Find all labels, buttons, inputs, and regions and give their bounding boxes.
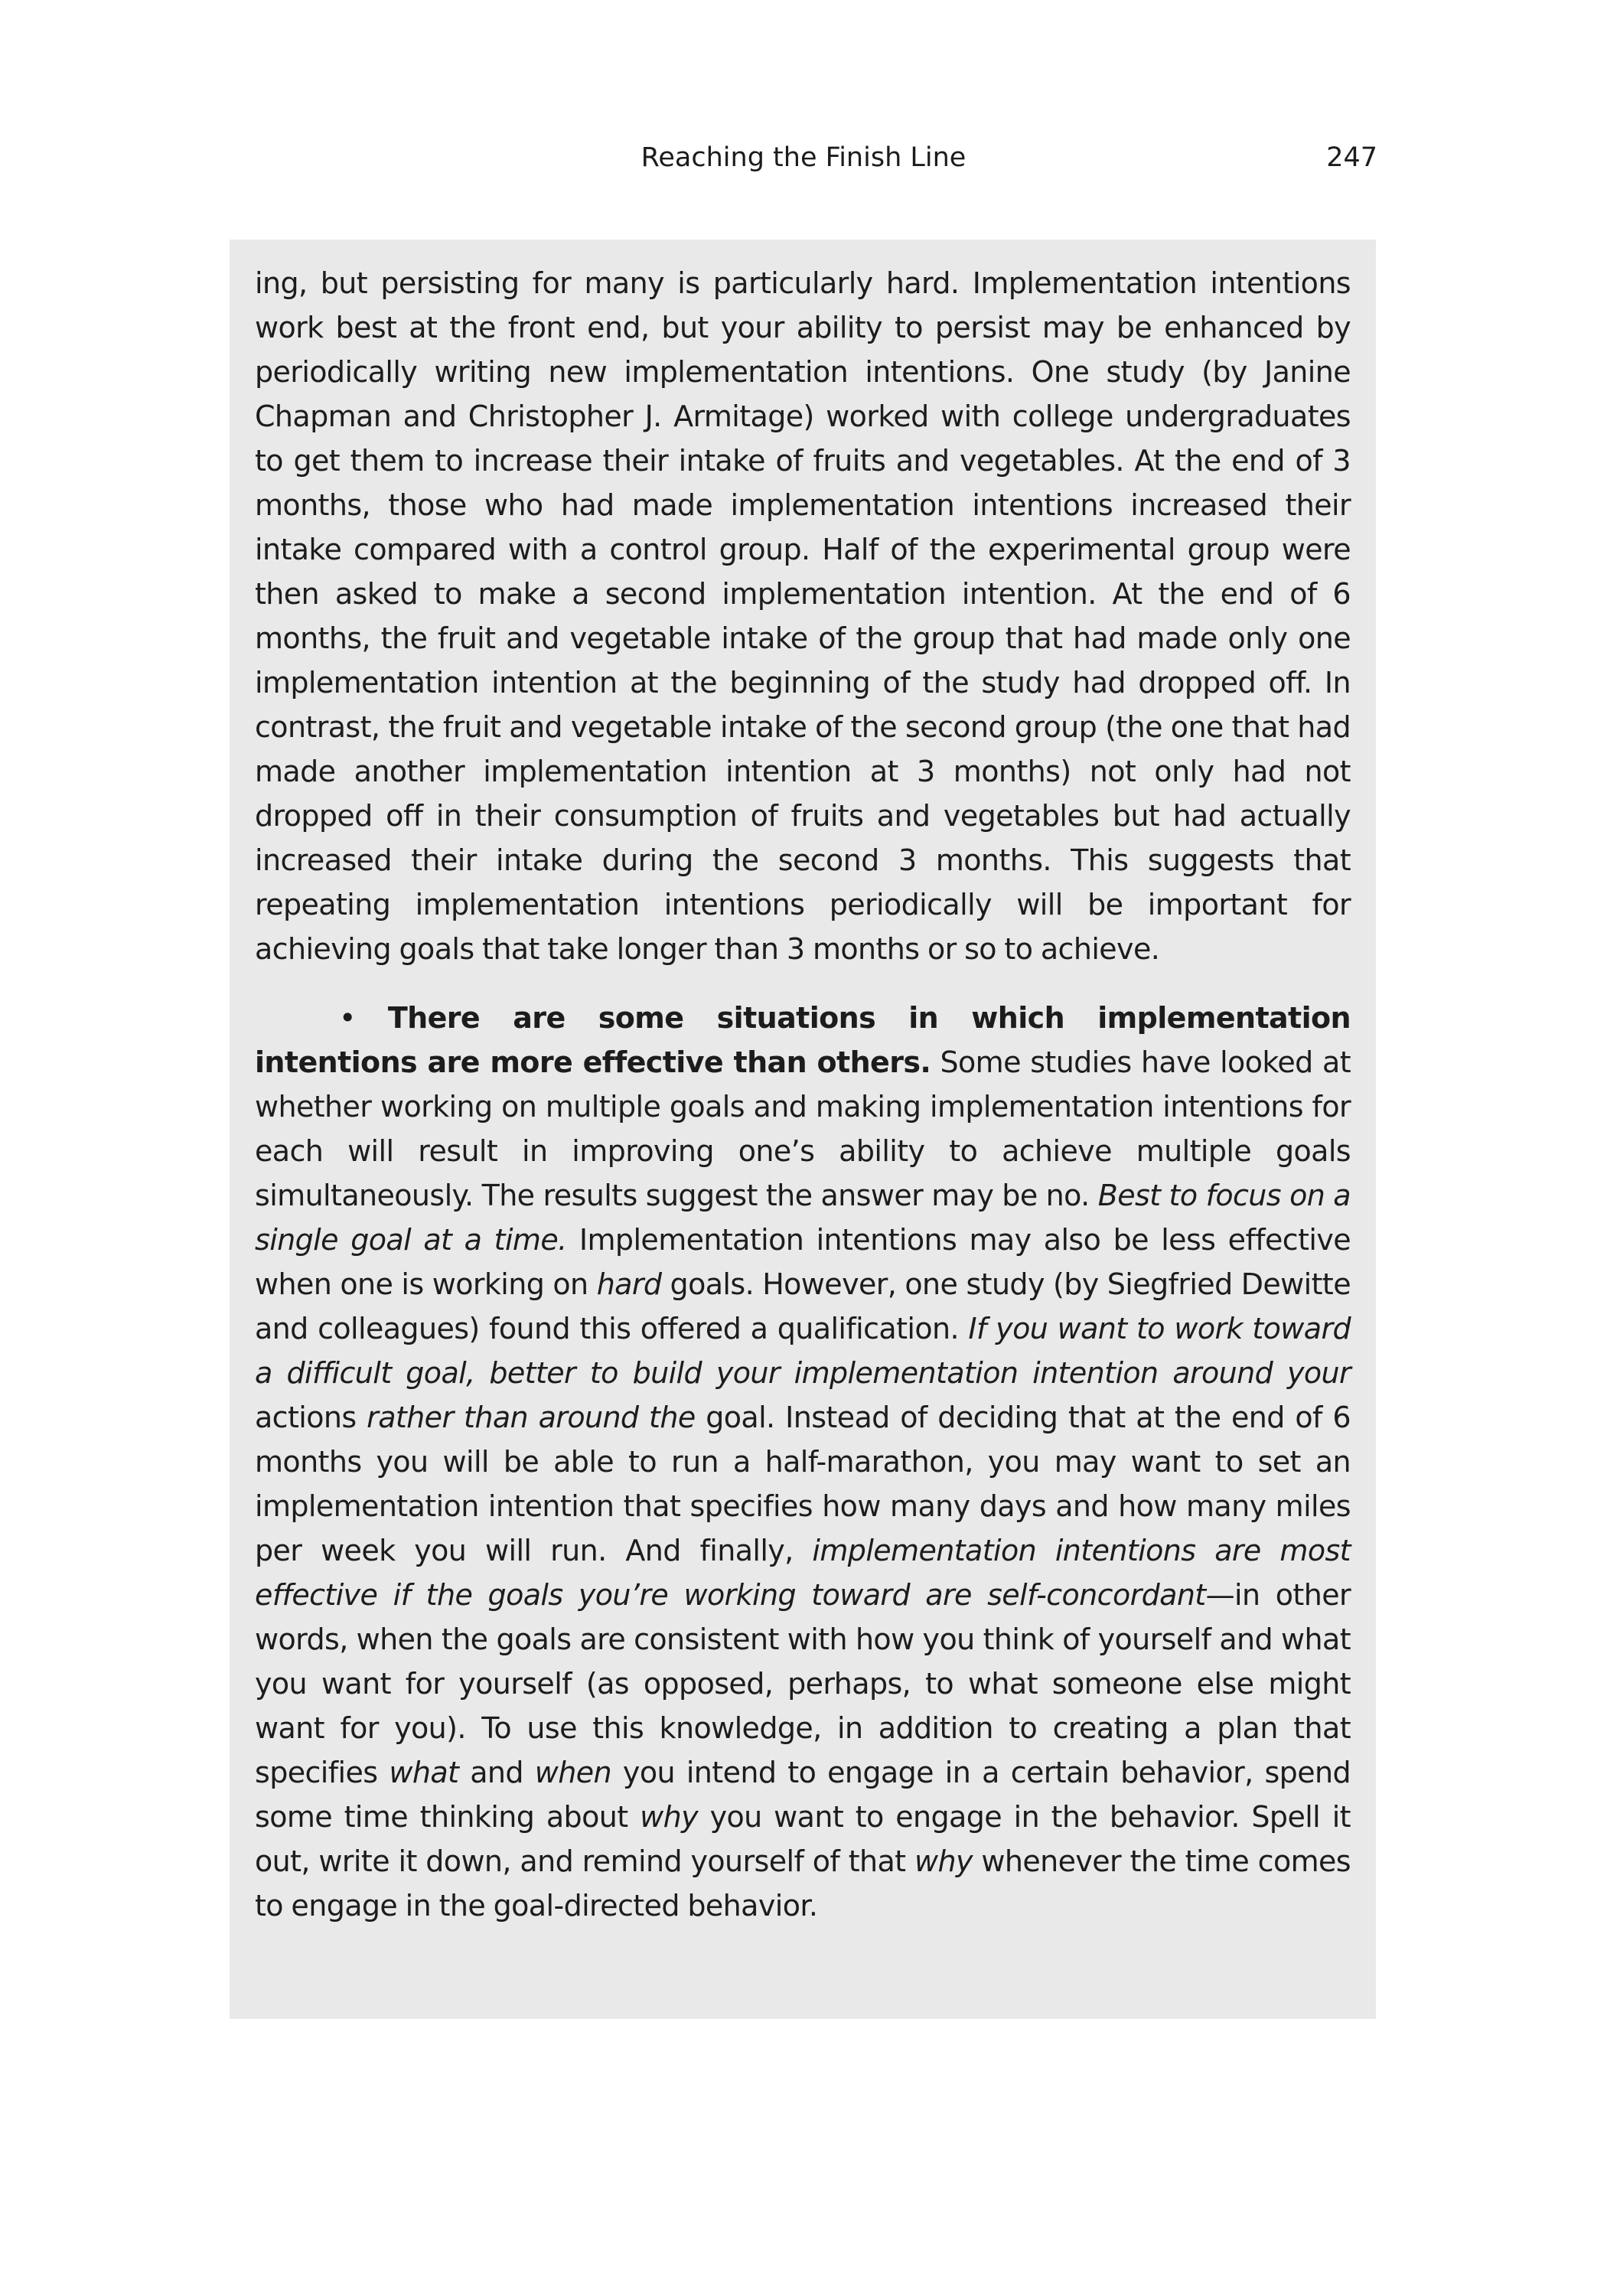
italic-run: when [534,1756,612,1789]
text-run: goal. Instead of deciding that at the end of 6 months you will be able to run a half-marathon, you may want to set an implementation intention that specifies how many days and how many miles per week you will run. And finally, [255,1401,1351,1567]
paragraph-bulleted [255,996,1351,1928]
italic-run: rather than around the [367,1401,696,1434]
text-run: you intend to engage in a certain behavior, spend some time thinking about [255,1756,1351,1834]
paragraph-continued: ing, but persisting for many is particularly hard. Implementation intentions work best at the front end, but your ability to persist may be enhanced by periodically writing new implementation intentions. One study (by Janine Chapman and Christopher J. Armitage) worked with college undergraduates to get them to increase their intake of fruits and vegetables. At the end of 3 months, those who had made implementation intentions increased their intake compared with a control group. Half of the experimental group were then asked to make a second implementation intention. At the end of 6 months, the fruit and vegetable intake of the group that had made only one implementation intention at the beginning of the study had dropped off. In contrast, the fruit and vegetable intake of the second group (the one that had made another implementation intention at 3 months) not only had not dropped off in their consumption of fruits and vegetables but had actually increased their intake during the second 3 months. This suggests that repeating implementation intentions periodically will be important for achieving goals that take longer than 3 months or so to achieve. [255,266,1351,966]
paragraph-spacer [255,971,1351,996]
page-number: 247 [1326,142,1377,173]
text-run: actions [255,1401,367,1434]
running-head [230,135,1377,181]
text-run: —in other words, when the goals are consistent with how you think of yourself and what you want for yourself (as opposed, perhaps, to what someone else might want for you). To use this knowledge, in addition to creating a plan that specifies [255,1578,1351,1789]
text-run: whenever the time comes to engage in the goal-directed behavior. [255,1844,1351,1923]
text-run: goals. However, one study (by Siegfried Dewitte and colleagues) found this offered a qualification. [255,1267,1351,1345]
text-run: and [458,1756,535,1789]
italic-run: why [640,1800,698,1834]
italic-run: what [389,1756,459,1789]
running-title: Reaching the Finish Line [641,142,966,173]
bold-lead-sentence: There are some situations in which implementation intentions are more effective than others. [255,1001,1351,1079]
italic-run: If you want to work toward a difficult goal, better to build your implementation intention around your [255,1312,1351,1390]
italic-run: implementation intentions are most effective if the goals you’re working toward are self-concordant [255,1534,1351,1612]
text-run: Implementation intentions may also be less effective when one is working on [255,1223,1351,1301]
bullet-icon: • [339,1001,356,1035]
italic-run: why [914,1844,973,1878]
text-run: Some studies have looked at whether working on multiple goals and making implementation intentions for each will result in improving one’s ability to achieve multiple goals simultaneously. The results suggest the answer may be no. [255,1045,1351,1212]
text-run: you want to engage in the behavior. Spell it out, write it down, and remind yourself of that [255,1800,1351,1878]
shaded-sidebar-box [230,240,1376,2019]
italic-run: Best to focus on a single goal at a time. [255,1179,1351,1257]
italic-run: hard [596,1267,662,1301]
